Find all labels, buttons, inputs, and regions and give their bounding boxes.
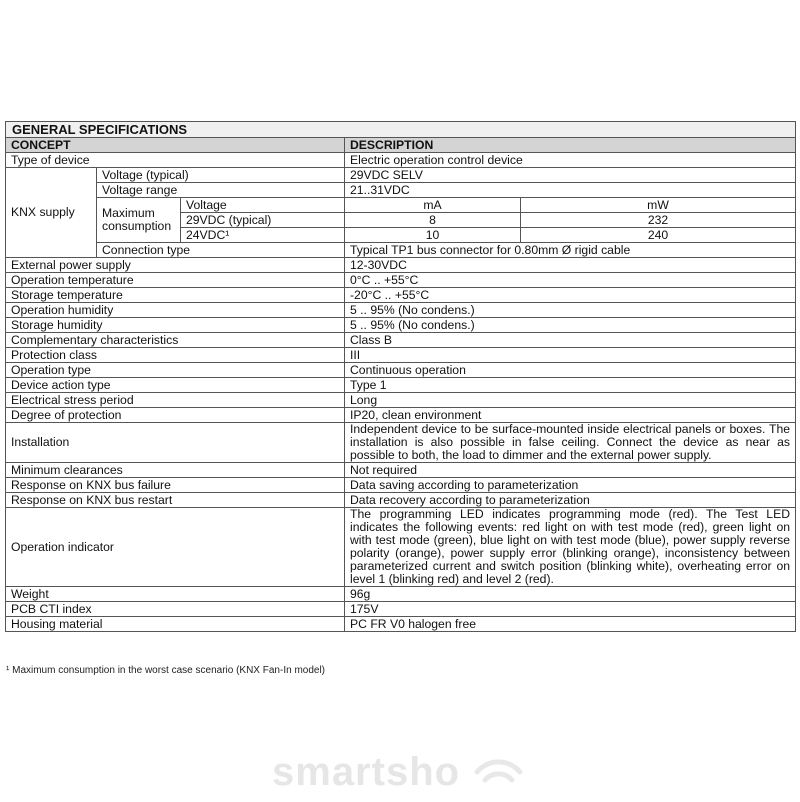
header-description: DESCRIPTION bbox=[345, 138, 796, 153]
voltage-range-value: 21..31VDC bbox=[345, 183, 796, 198]
knx-supply-label: KNX supply bbox=[6, 168, 97, 258]
row-label: Storage humidity bbox=[6, 318, 345, 333]
row-value: Not required bbox=[345, 463, 796, 478]
consumption-row-label: 29VDC (typical) bbox=[181, 213, 345, 228]
row-value: 5 .. 95% (No condens.) bbox=[345, 318, 796, 333]
row-value: Data recovery according to parameterization bbox=[345, 493, 796, 508]
connection-type-label: Connection type bbox=[97, 243, 345, 258]
installation-label: Installation bbox=[6, 423, 345, 463]
voltage-range-label: Voltage range bbox=[97, 183, 345, 198]
row-value: 5 .. 95% (No condens.) bbox=[345, 303, 796, 318]
table-title: GENERAL SPECIFICATIONS bbox=[6, 122, 796, 138]
row-value: Electric operation control device bbox=[345, 153, 796, 168]
consumption-ma: 8 bbox=[345, 213, 521, 228]
consumption-row-label: 24VDC¹ bbox=[181, 228, 345, 243]
voltage-typical-label: Voltage (typical) bbox=[97, 168, 345, 183]
row-value: Data saving according to parameterization bbox=[345, 478, 796, 493]
operation-indicator-label: Operation indicator bbox=[6, 508, 345, 587]
row-label: Operation humidity bbox=[6, 303, 345, 318]
row-value: 0°C .. +55°C bbox=[345, 273, 796, 288]
operation-indicator-value: The programming LED indicates programming mode (red). The Test LED indicates the following events: red light on with test mode (red), green light on with test mode (green), blue light on with test mode (blue), power supply reverse polarity (orange), power supply error (blinking orange), inconsistency between parameterized current and switch position (blinking white), overheating error on level 1 (blinking red) and level 2 (red). bbox=[345, 508, 796, 587]
consumption-mw: 232 bbox=[521, 213, 796, 228]
row-label: Degree of protection bbox=[6, 408, 345, 423]
consumption-mw: 240 bbox=[521, 228, 796, 243]
row-label: Response on KNX bus failure bbox=[6, 478, 345, 493]
installation-value: Independent device to be surface-mounted inside electrical panels or boxes. The installation is also possible in false ceiling. Connect the device as near as possible to both, the load to dimmer and the external power supply. bbox=[345, 423, 796, 463]
row-label: Operation type bbox=[6, 363, 345, 378]
row-label: Electrical stress period bbox=[6, 393, 345, 408]
row-value: Type 1 bbox=[345, 378, 796, 393]
row-label: Protection class bbox=[6, 348, 345, 363]
row-value: IP20, clean environment bbox=[345, 408, 796, 423]
row-value: Continuous operation bbox=[345, 363, 796, 378]
watermark-text: smartsho bbox=[272, 750, 461, 794]
row-value: 175V bbox=[345, 602, 796, 617]
row-value: 96g bbox=[345, 587, 796, 602]
consumption-ma: 10 bbox=[345, 228, 521, 243]
row-label: Housing material bbox=[6, 617, 345, 632]
max-consumption-label: Maximum consumption bbox=[97, 198, 181, 243]
voltage-typical-value: 29VDC SELV bbox=[345, 168, 796, 183]
row-value: -20°C .. +55°C bbox=[345, 288, 796, 303]
footnote: ¹ Maximum consumption in the worst case scenario (KNX Fan-In model) bbox=[6, 665, 326, 676]
row-label: External power supply bbox=[6, 258, 345, 273]
row-value: III bbox=[345, 348, 796, 363]
row-label: Minimum clearances bbox=[6, 463, 345, 478]
row-value: 12-30VDC bbox=[345, 258, 796, 273]
spec-table bbox=[5, 121, 796, 632]
row-label: Weight bbox=[6, 587, 345, 602]
row-label: Storage temperature bbox=[6, 288, 345, 303]
mw-col-label: mW bbox=[521, 198, 796, 213]
row-label: Operation temperature bbox=[6, 273, 345, 288]
row-label: Response on KNX bus restart bbox=[6, 493, 345, 508]
row-label: Device action type bbox=[6, 378, 345, 393]
row-label: PCB CTI index bbox=[6, 602, 345, 617]
row-value: Long bbox=[345, 393, 796, 408]
voltage-col-label: Voltage bbox=[181, 198, 345, 213]
row-label: Complementary characteristics bbox=[6, 333, 345, 348]
watermark-logo bbox=[272, 742, 532, 802]
header-concept: CONCEPT bbox=[6, 138, 345, 153]
ma-col-label: mA bbox=[345, 198, 521, 213]
row-value: Class B bbox=[345, 333, 796, 348]
row-value: PC FR V0 halogen free bbox=[345, 617, 796, 632]
row-label: Type of device bbox=[6, 153, 345, 168]
connection-type-value: Typical TP1 bus connector for 0.80mm Ø rigid cable bbox=[345, 243, 796, 258]
